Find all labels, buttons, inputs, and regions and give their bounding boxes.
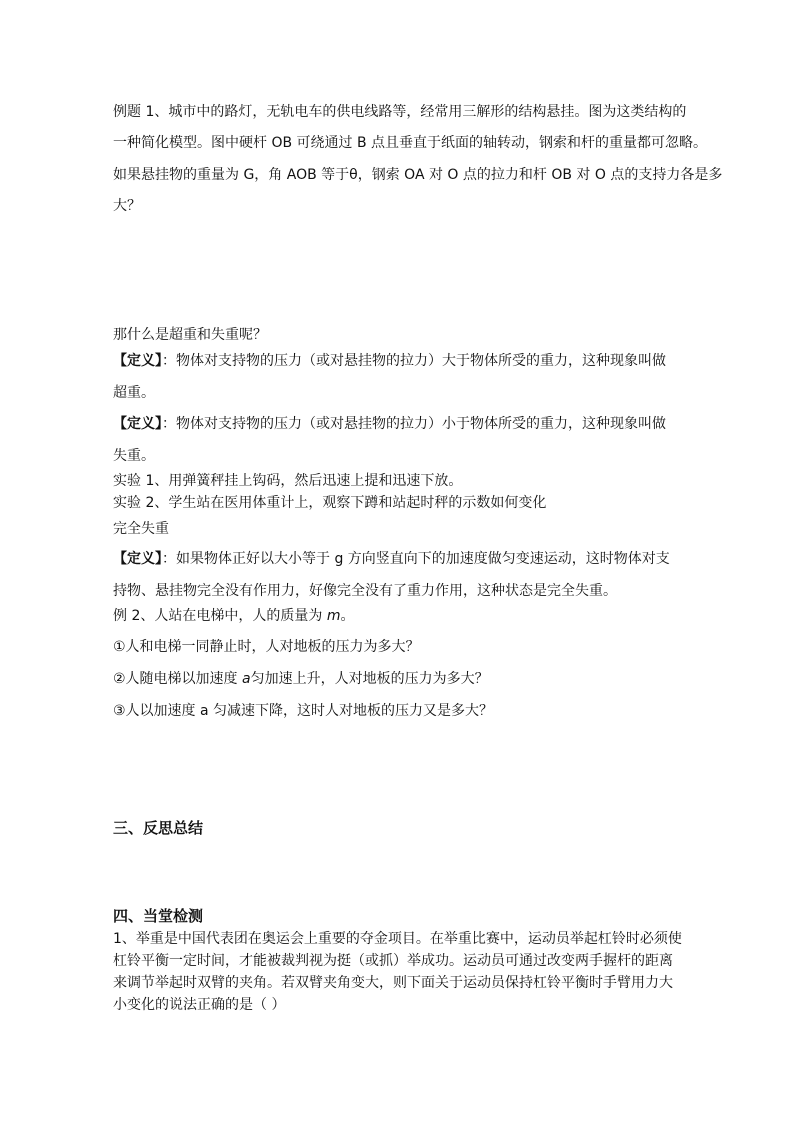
definition-overweight-cont: 超重。 bbox=[113, 385, 155, 401]
definition-tag: 【定义】 bbox=[113, 416, 162, 432]
experiment-1: 实验 1、用弹簧秤挂上钩码，然后迅速上提和迅速下放。 bbox=[113, 473, 463, 489]
example2-question-3: ③人以加速度 a 匀减速下降，这时人对地板的压力又是多大？ bbox=[113, 703, 494, 719]
example1-line-4: 大？ bbox=[113, 198, 141, 214]
q2-text-a: ②人随电梯以加速度 bbox=[113, 671, 243, 687]
section-reflection-heading: 三、反思总结 bbox=[113, 819, 204, 837]
definition-text: ：如果物体正好以大小等于 g 方向竖直向下的加速度做匀变速运动，这时物体对支 bbox=[162, 551, 670, 567]
definition-tag: 【定义】 bbox=[113, 551, 162, 567]
test1-line-2: 杠铃平衡一定时间，才能被裁判视为挺（或抓）举成功。运动员可通过改变两手握杆的距离 bbox=[113, 953, 673, 969]
example2-question-1: ①人和电梯一同静止时，人对地板的压力为多大？ bbox=[113, 639, 420, 655]
definition-weightless-cont: 失重。 bbox=[113, 448, 155, 464]
example2-question-2 bbox=[113, 670, 489, 688]
question-text: 那什么是超重和失重呢？ bbox=[113, 327, 267, 343]
mass-variable: m bbox=[326, 608, 341, 624]
test1-line-3: 来调节举起时双臂的夹角。若双臂夹角变大，则下面关于运动员保持杠铃平衡时手臂用力大 bbox=[113, 975, 673, 991]
example2-intro-end: 。 bbox=[340, 608, 355, 624]
complete-weightlessness-heading: 完全失重 bbox=[113, 521, 169, 537]
example1-line-3: 如果悬挂物的重量为 G，角 AOB 等于θ，钢索 OA 对 O 点的拉力和杆 OB 对 O 点的支持力各是多 bbox=[113, 167, 723, 183]
example2-intro bbox=[113, 607, 354, 625]
q2-text-b: 匀加速上升，人对地板的压力为多大？ bbox=[250, 671, 489, 687]
section-test-heading: 四、当堂检测 bbox=[113, 907, 204, 925]
definition-text: ：物体对支持物的压力（或对悬挂物的拉力）小于物体所受的重力，这种现象叫做 bbox=[162, 416, 666, 432]
definition-complete-weightless-cont: 持物、悬挂物完全没有作用力，好像完全没有了重力作用，这种状态是完全失重。 bbox=[113, 583, 617, 599]
test1-line-4: 小变化的说法正确的是（ ） bbox=[113, 997, 286, 1013]
test1-line-1: 1、举重是中国代表团在奥运会上重要的夺金项目。在举重比赛中，运动员举起杠铃时必须使 bbox=[113, 931, 682, 947]
experiment-2: 实验 2、学生站在医用体重计上，观察下蹲和站起时秤的示数如何变化 bbox=[113, 495, 547, 511]
acceleration-variable: a bbox=[242, 671, 251, 687]
definition-weightless bbox=[113, 415, 666, 433]
definition-text: ：物体对支持物的压力（或对悬挂物的拉力）大于物体所受的重力，这种现象叫做 bbox=[162, 353, 666, 369]
example2-intro-text: 例 2、人站在电梯中，人的质量为 bbox=[113, 608, 327, 624]
definition-tag: 【定义】 bbox=[113, 353, 162, 369]
definition-overweight bbox=[113, 352, 666, 370]
example1-line-2: 一种简化模型。图中硬杆 OB 可绕通过 B 点且垂直于纸面的轴转动，钢索和杆的重量都可忽略。 bbox=[113, 135, 708, 151]
example1-line-1: 例题 1、城市中的路灯，无轨电车的供电线路等，经常用三解形的结构悬挂。图为这类结构的 bbox=[113, 104, 687, 120]
definition-complete-weightless bbox=[113, 550, 670, 568]
